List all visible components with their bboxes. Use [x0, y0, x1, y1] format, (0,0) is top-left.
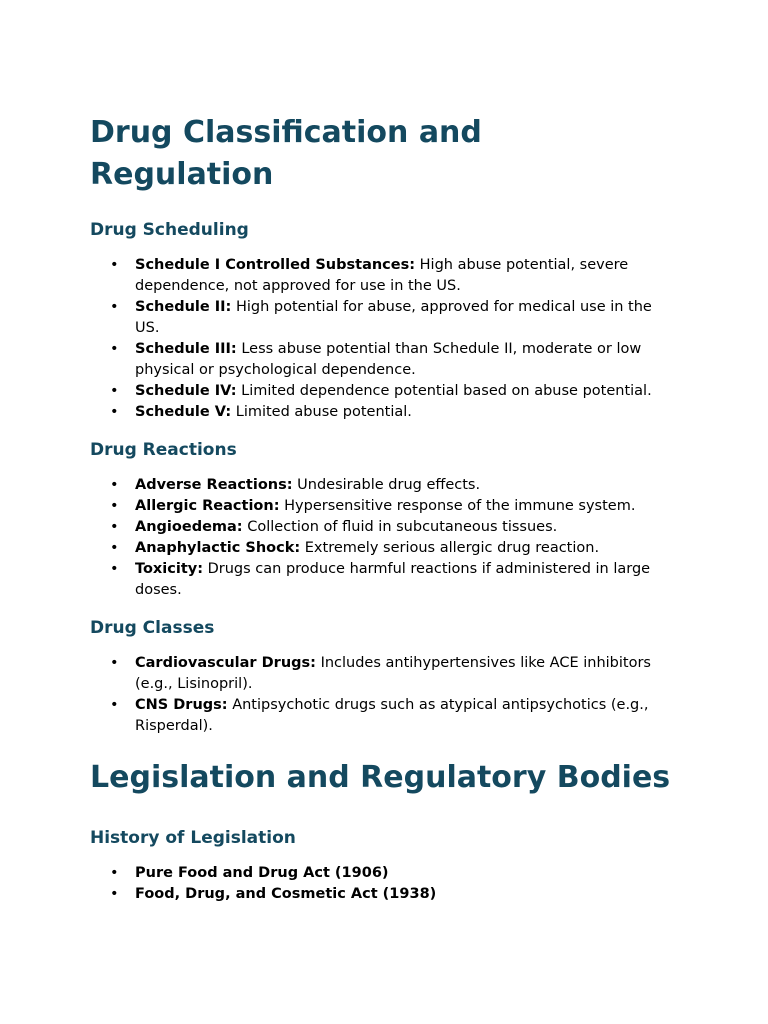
- list-item-term: Schedule I Controlled Substances:: [135, 257, 416, 273]
- list-item: [90, 517, 678, 538]
- bullet-icon: •: [110, 697, 119, 713]
- list-item-term: Anaphylactic Shock:: [135, 540, 301, 556]
- list-item-desc: Limited abuse potential.: [235, 404, 412, 420]
- bullet-icon: •: [110, 383, 119, 399]
- bullet-icon: •: [110, 865, 119, 881]
- list-item-desc: Limited dependence potential based on abuse potential.: [241, 383, 652, 399]
- history-list: [90, 863, 678, 905]
- page-title: Drug Classification and Regulation: [90, 115, 482, 192]
- list-item: [90, 863, 678, 884]
- list-item: [90, 297, 678, 339]
- section-heading-history: History of Legislation: [90, 828, 296, 848]
- list-item-desc: Antipsychotic drugs such as atypical antipsychotics (e.g., Risperdal).: [135, 697, 649, 734]
- bullet-icon: •: [110, 886, 119, 902]
- list-item-term: Cardiovascular Drugs:: [135, 655, 316, 671]
- bullet-icon: •: [110, 299, 119, 315]
- list-item: [90, 475, 678, 496]
- list-item: [90, 381, 678, 402]
- list-item: [90, 255, 678, 297]
- list-item-term: Toxicity:: [135, 561, 203, 577]
- list-item-desc: Extremely serious allergic drug reaction.: [304, 540, 600, 556]
- section-drug-scheduling: [90, 218, 678, 423]
- section-heading-drug-classes: Drug Classes: [90, 618, 215, 638]
- list-item: [90, 339, 678, 381]
- bullet-icon: •: [110, 257, 119, 273]
- section-drug-reactions: [90, 438, 678, 601]
- bullet-icon: •: [110, 341, 119, 357]
- reactions-list: [90, 475, 678, 601]
- list-item-term: Schedule III:: [135, 341, 237, 357]
- bullet-icon: •: [110, 561, 119, 577]
- section-drug-classes: [90, 616, 678, 737]
- list-item-desc: Less abuse potential than Schedule II, moderate or low physical or psychological dependence.: [135, 341, 642, 378]
- list-item-desc: Collection of fluid in subcutaneous tissues.: [247, 519, 558, 535]
- list-item-term: Allergic Reaction:: [135, 498, 280, 514]
- list-item-term: Pure Food and Drug Act (1906): [135, 865, 389, 881]
- bullet-icon: •: [110, 540, 119, 556]
- list-item: [90, 538, 678, 559]
- bullet-icon: •: [110, 477, 119, 493]
- section-title-legislation: Legislation and Regulatory Bodies: [90, 760, 671, 795]
- list-item-desc: Drugs can produce harmful reactions if administered in large doses.: [135, 561, 651, 598]
- classes-list: [90, 653, 678, 737]
- section-heading-drug-scheduling: Drug Scheduling: [90, 220, 249, 240]
- schedule-list: [90, 255, 678, 423]
- list-item-desc: Includes antihypertensives like ACE inhibitors (e.g., Lisinopril).: [135, 655, 651, 692]
- list-item: [90, 402, 678, 423]
- bullet-icon: •: [110, 498, 119, 514]
- list-item: [90, 496, 678, 517]
- list-item-term: Schedule II:: [135, 299, 232, 315]
- list-item: [90, 559, 678, 601]
- list-item-desc: Undesirable drug effects.: [297, 477, 481, 493]
- bullet-icon: •: [110, 655, 119, 671]
- list-item-term: Food, Drug, and Cosmetic Act (1938): [135, 886, 437, 902]
- list-item-desc: High potential for abuse, approved for medical use in the US.: [135, 299, 652, 336]
- bullet-icon: •: [110, 519, 119, 535]
- list-item-term: Adverse Reactions:: [135, 477, 293, 493]
- list-item-term: Angioedema:: [135, 519, 243, 535]
- list-item: [90, 653, 678, 695]
- list-item-term: Schedule V:: [135, 404, 232, 420]
- list-item-term: Schedule IV:: [135, 383, 237, 399]
- list-item-desc: Hypersensitive response of the immune system.: [284, 498, 636, 514]
- section-heading-drug-reactions: Drug Reactions: [90, 440, 237, 460]
- list-item: [90, 695, 678, 737]
- list-item: [90, 884, 678, 905]
- bullet-icon: •: [110, 404, 119, 420]
- list-item-desc: High abuse potential, severe dependence, not approved for use in the US.: [135, 257, 629, 294]
- section-history-of-legislation: [90, 826, 678, 905]
- list-item-term: CNS Drugs:: [135, 697, 228, 713]
